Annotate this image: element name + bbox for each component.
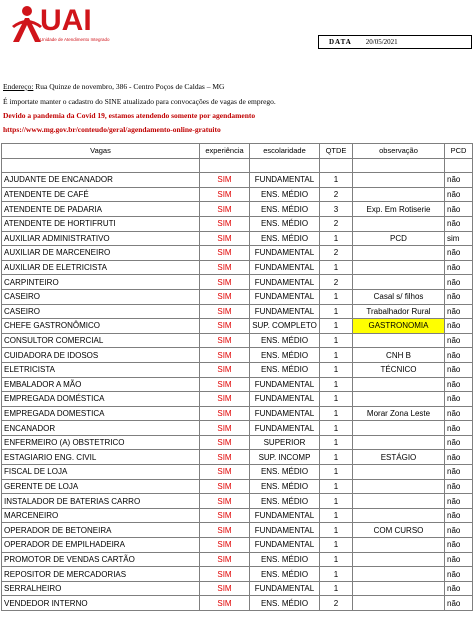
cell-escolaridade: ENS. MÉDIO — [250, 465, 320, 480]
cell-observacao: Trabalhador Rural — [353, 304, 445, 319]
table-row — [2, 348, 473, 363]
table-row — [2, 362, 473, 377]
cell-observacao — [353, 567, 445, 582]
header-observacao: observação — [353, 144, 445, 159]
cell-vaga: REPOSITOR DE MERCADORIAS — [2, 567, 200, 582]
cell-qtde: 2 — [320, 246, 353, 261]
cell-pcd: não — [445, 275, 473, 290]
cell-experiencia: SIM — [200, 596, 250, 611]
cell-escolaridade: ENS. MÉDIO — [250, 494, 320, 509]
cell-vaga: ENCANADOR — [2, 421, 200, 436]
cell-escolaridade: ENS. MÉDIO — [250, 348, 320, 363]
cell-pcd: não — [445, 479, 473, 494]
cell-experiencia: SIM — [200, 479, 250, 494]
cell-escolaridade: ENS. MÉDIO — [250, 202, 320, 217]
cell-escolaridade: ENS. MÉDIO — [250, 596, 320, 611]
cell-qtde: 1 — [320, 406, 353, 421]
cell-observacao — [353, 508, 445, 523]
cell-observacao — [353, 275, 445, 290]
cell-escolaridade: FUNDAMENTAL — [250, 392, 320, 407]
cell-pcd: não — [445, 552, 473, 567]
cell-pcd: não — [445, 304, 473, 319]
table-row — [2, 494, 473, 509]
cell-escolaridade: ENS. MÉDIO — [250, 567, 320, 582]
cell-vaga: ATENDENTE DE HORTIFRUTI — [2, 216, 200, 231]
table-header-row — [2, 144, 473, 159]
cell-observacao: CNH B — [353, 348, 445, 363]
cell-observacao — [353, 187, 445, 202]
cell-escolaridade: FUNDAMENTAL — [250, 173, 320, 188]
cell-vaga: CONSULTOR COMERCIAL — [2, 333, 200, 348]
cell-pcd: não — [445, 450, 473, 465]
table-row — [2, 216, 473, 231]
cell-experiencia: SIM — [200, 173, 250, 188]
cell-vaga: EMBALADOR A MÃO — [2, 377, 200, 392]
table-row — [2, 479, 473, 494]
cell-escolaridade: ENS. MÉDIO — [250, 479, 320, 494]
cell-experiencia: SIM — [200, 392, 250, 407]
header-pcd: PCD — [445, 144, 473, 159]
cell-experiencia: SIM — [200, 406, 250, 421]
cell-escolaridade: FUNDAMENTAL — [250, 523, 320, 538]
cell-qtde: 1 — [320, 377, 353, 392]
header-qtde: QTDE — [320, 144, 353, 159]
cell-observacao — [353, 246, 445, 261]
cell-qtde: 1 — [320, 231, 353, 246]
cell-pcd: não — [445, 260, 473, 275]
cell-escolaridade: FUNDAMENTAL — [250, 406, 320, 421]
cell-qtde: 2 — [320, 275, 353, 290]
cell-qtde: 1 — [320, 508, 353, 523]
table-row — [2, 450, 473, 465]
cell-qtde: 1 — [320, 304, 353, 319]
cell-observacao — [353, 538, 445, 553]
cell-qtde: 1 — [320, 581, 353, 596]
cell-escolaridade: FUNDAMENTAL — [250, 260, 320, 275]
cell-qtde: 1 — [320, 260, 353, 275]
cell-vaga: EMPREGADA DOMÉSTICA — [2, 392, 200, 407]
cell-vaga: AJUDANTE DE ENCANADOR — [2, 173, 200, 188]
address-label: Endereço: — [3, 82, 34, 91]
cell-qtde: 1 — [320, 392, 353, 407]
cell-pcd: não — [445, 216, 473, 231]
cell-vaga: FISCAL DE LOJA — [2, 465, 200, 480]
table-row — [2, 187, 473, 202]
cell-pcd: não — [445, 187, 473, 202]
table-row — [2, 246, 473, 261]
header-vagas: Vagas — [2, 144, 200, 159]
cell-experiencia: SIM — [200, 362, 250, 377]
cell-experiencia: SIM — [200, 552, 250, 567]
cell-experiencia: SIM — [200, 275, 250, 290]
cell-qtde: 2 — [320, 187, 353, 202]
cell-pcd: não — [445, 392, 473, 407]
table-row — [2, 552, 473, 567]
cell-escolaridade: ENS. MÉDIO — [250, 231, 320, 246]
cell-escolaridade: FUNDAMENTAL — [250, 377, 320, 392]
cell-vaga: CASEIRO — [2, 289, 200, 304]
cell-vaga: VENDEDOR INTERNO — [2, 596, 200, 611]
cell-escolaridade: ENS. MÉDIO — [250, 552, 320, 567]
cell-experiencia: SIM — [200, 202, 250, 217]
cell-observacao — [353, 596, 445, 611]
cell-escolaridade: SUPERIOR — [250, 435, 320, 450]
cell-escolaridade: FUNDAMENTAL — [250, 275, 320, 290]
cell-observacao: TÉCNICO — [353, 362, 445, 377]
cell-experiencia: SIM — [200, 319, 250, 334]
cell-experiencia: SIM — [200, 581, 250, 596]
cell-escolaridade: ENS. MÉDIO — [250, 362, 320, 377]
cell-escolaridade: ENS. MÉDIO — [250, 216, 320, 231]
scheduling-link[interactable]: https://www.mg.gov.br/conteudo/geral/agendamento-online-gratuito — [3, 125, 221, 134]
cell-experiencia: SIM — [200, 187, 250, 202]
table-row — [2, 406, 473, 421]
cell-qtde: 1 — [320, 289, 353, 304]
covid-notice: Devido a pandemia da Covid 19, estamos atendendo somente por agendamento — [3, 111, 256, 120]
table-row — [2, 523, 473, 538]
cell-escolaridade: FUNDAMENTAL — [250, 581, 320, 596]
cell-vaga: CARPINTEIRO — [2, 275, 200, 290]
cell-qtde: 1 — [320, 333, 353, 348]
cell-experiencia: SIM — [200, 567, 250, 582]
address-line — [3, 82, 224, 91]
cell-qtde: 1 — [320, 567, 353, 582]
cell-qtde: 1 — [320, 348, 353, 363]
cell-escolaridade: ENS. MÉDIO — [250, 333, 320, 348]
cell-experiencia: SIM — [200, 333, 250, 348]
cell-vaga: CHEFE GASTRONÔMICO — [2, 319, 200, 334]
cell-pcd: não — [445, 494, 473, 509]
cell-pcd: sim — [445, 231, 473, 246]
cell-observacao — [353, 581, 445, 596]
cell-experiencia: SIM — [200, 450, 250, 465]
cell-pcd: não — [445, 333, 473, 348]
cell-vaga: ENFERMEIRO (A) OBSTETRICO — [2, 435, 200, 450]
cell-vaga: SERRALHEIRO — [2, 581, 200, 596]
cell-pcd: não — [445, 465, 473, 480]
cell-escolaridade: FUNDAMENTAL — [250, 304, 320, 319]
cell-pcd: não — [445, 523, 473, 538]
uai-logo — [10, 4, 110, 46]
cell-experiencia: SIM — [200, 246, 250, 261]
table-row — [2, 435, 473, 450]
cell-pcd: não — [445, 421, 473, 436]
table-row — [2, 392, 473, 407]
cell-pcd: não — [445, 348, 473, 363]
cell-pcd: não — [445, 435, 473, 450]
cell-observacao — [353, 421, 445, 436]
cell-vaga: ATENDENTE DE PADARIA — [2, 202, 200, 217]
date-box — [318, 35, 472, 49]
cell-observacao: Casal s/ filhos — [353, 289, 445, 304]
cell-experiencia: SIM — [200, 421, 250, 436]
cell-pcd: não — [445, 362, 473, 377]
cell-pcd: não — [445, 406, 473, 421]
date-label: DATA — [329, 38, 352, 46]
cell-observacao — [353, 465, 445, 480]
table-row — [2, 508, 473, 523]
cell-qtde: 1 — [320, 362, 353, 377]
cell-pcd: não — [445, 246, 473, 261]
cell-pcd: não — [445, 581, 473, 596]
table-row — [2, 289, 473, 304]
table-row — [2, 581, 473, 596]
cell-observacao: Exp. Em Rotiserie — [353, 202, 445, 217]
table-row — [2, 202, 473, 217]
cell-observacao — [353, 435, 445, 450]
cell-qtde: 1 — [320, 435, 353, 450]
cell-experiencia: SIM — [200, 465, 250, 480]
cell-observacao — [353, 377, 445, 392]
cell-vaga: ATENDENTE DE CAFÉ — [2, 187, 200, 202]
cell-qtde: 2 — [320, 596, 353, 611]
cell-vaga: ELETRICISTA — [2, 362, 200, 377]
cell-escolaridade: FUNDAMENTAL — [250, 508, 320, 523]
table-row — [2, 377, 473, 392]
cell-vaga: GERENTE DE LOJA — [2, 479, 200, 494]
header-escolaridade: escolaridade — [250, 144, 320, 159]
cell-experiencia: SIM — [200, 435, 250, 450]
cell-experiencia: SIM — [200, 494, 250, 509]
table-row — [2, 231, 473, 246]
cell-vaga: MARCENEIRO — [2, 508, 200, 523]
cell-vaga: CASEIRO — [2, 304, 200, 319]
table-row — [2, 319, 473, 334]
cell-experiencia: SIM — [200, 508, 250, 523]
cell-observacao — [353, 216, 445, 231]
table-row — [2, 173, 473, 188]
cell-escolaridade: FUNDAMENTAL — [250, 289, 320, 304]
cell-qtde: 1 — [320, 465, 353, 480]
cell-experiencia: SIM — [200, 304, 250, 319]
cell-experiencia: SIM — [200, 216, 250, 231]
cell-qtde: 1 — [320, 319, 353, 334]
table-row — [2, 260, 473, 275]
cell-vaga: ESTAGIARIO ENG. CIVIL — [2, 450, 200, 465]
cell-experiencia: SIM — [200, 538, 250, 553]
cell-qtde: 1 — [320, 421, 353, 436]
cell-experiencia: SIM — [200, 523, 250, 538]
cell-escolaridade: SUP. COMPLETO — [250, 319, 320, 334]
cell-qtde: 1 — [320, 494, 353, 509]
cell-escolaridade: FUNDAMENTAL — [250, 538, 320, 553]
cell-observacao — [353, 260, 445, 275]
table-row — [2, 465, 473, 480]
address-text: Rua Quinze de novembro, 386 - Centro Poços de Caldas – MG — [33, 82, 225, 91]
logo-tagline: Unidade de Atendimento Integrado — [40, 37, 110, 42]
cell-vaga: EMPREGADA DOMESTICA — [2, 406, 200, 421]
cell-pcd: não — [445, 319, 473, 334]
cell-pcd: não — [445, 173, 473, 188]
cell-observacao: COM CURSO — [353, 523, 445, 538]
cell-qtde: 1 — [320, 538, 353, 553]
cell-vaga: AUXILIAR ADMINISTRATIVO — [2, 231, 200, 246]
table-row — [2, 596, 473, 611]
cell-pcd: não — [445, 538, 473, 553]
cell-pcd: não — [445, 596, 473, 611]
cell-experiencia: SIM — [200, 260, 250, 275]
cell-experiencia: SIM — [200, 231, 250, 246]
cell-pcd: não — [445, 567, 473, 582]
date-value: 20/05/2021 — [365, 38, 398, 46]
cell-observacao — [353, 552, 445, 567]
table-row — [2, 304, 473, 319]
cell-qtde: 3 — [320, 202, 353, 217]
cell-observacao — [353, 392, 445, 407]
cell-qtde: 1 — [320, 450, 353, 465]
cell-vaga: CUIDADORA DE IDOSOS — [2, 348, 200, 363]
cell-observacao: GASTRONOMIA — [353, 319, 445, 334]
cell-pcd: não — [445, 508, 473, 523]
cell-observacao — [353, 173, 445, 188]
cell-escolaridade: SUP. INCOMP — [250, 450, 320, 465]
cell-qtde: 1 — [320, 552, 353, 567]
job-vacancies-table — [1, 143, 473, 611]
table-row — [2, 275, 473, 290]
cell-qtde: 1 — [320, 479, 353, 494]
sine-notice: É importate manter o cadastro do SINE atualizado para convocações de vagas de emprego. — [3, 97, 276, 106]
cell-qtde: 2 — [320, 216, 353, 231]
cell-observacao — [353, 479, 445, 494]
cell-observacao — [353, 333, 445, 348]
cell-vaga: PROMOTOR DE VENDAS CARTÃO — [2, 552, 200, 567]
header-experiencia: experiência — [200, 144, 250, 159]
cell-observacao: Morar Zona Leste — [353, 406, 445, 421]
cell-vaga: OPERADOR DE EMPILHADEIRA — [2, 538, 200, 553]
cell-vaga: AUXILIAR DE MARCENEIRO — [2, 246, 200, 261]
cell-experiencia: SIM — [200, 348, 250, 363]
cell-pcd: não — [445, 202, 473, 217]
table-spacer-row — [2, 158, 473, 173]
cell-escolaridade: FUNDAMENTAL — [250, 246, 320, 261]
cell-observacao — [353, 494, 445, 509]
cell-escolaridade: FUNDAMENTAL — [250, 421, 320, 436]
cell-vaga: INSTALADOR DE BATERIAS CARRO — [2, 494, 200, 509]
table-row — [2, 421, 473, 436]
cell-pcd: não — [445, 289, 473, 304]
cell-qtde: 1 — [320, 173, 353, 188]
cell-experiencia: SIM — [200, 377, 250, 392]
uai-person-icon — [10, 4, 44, 44]
cell-qtde: 1 — [320, 523, 353, 538]
table-row — [2, 538, 473, 553]
table-row — [2, 333, 473, 348]
cell-escolaridade: ENS. MÉDIO — [250, 187, 320, 202]
cell-observacao: ESTÁGIO — [353, 450, 445, 465]
cell-experiencia: SIM — [200, 289, 250, 304]
cell-vaga: AUXILIAR DE ELETRICISTA — [2, 260, 200, 275]
table-row — [2, 567, 473, 582]
cell-observacao: PCD — [353, 231, 445, 246]
logo-wordmark: UAI — [40, 4, 92, 37]
cell-vaga: OPERADOR DE BETONEIRA — [2, 523, 200, 538]
cell-pcd: não — [445, 377, 473, 392]
